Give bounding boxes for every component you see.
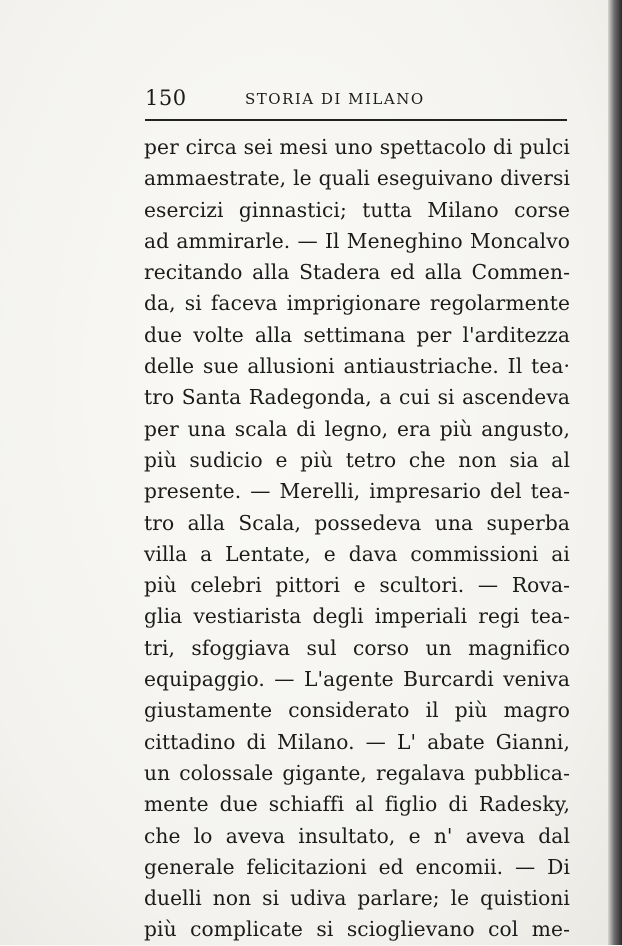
text-line: ad ammirarle. — Il Meneghino Moncalvo (144, 228, 570, 253)
page-header (145, 86, 567, 112)
text-line: per una scala di legno, era più angusto, (144, 416, 570, 441)
binding-edge (608, 0, 622, 945)
text-line: giustamente considerato il più magro (144, 698, 570, 723)
header-rule (145, 119, 567, 121)
text-line: da, si faceva imprigionare regolarmente (144, 291, 570, 316)
text-line: tro Santa Radegonda, a cui si ascendeva (144, 385, 570, 410)
page-number: 150 (145, 86, 187, 110)
text-line: tro alla Scala, possedeva una superba (144, 510, 570, 535)
text-line: mente due schiaffi al figlio di Radesky, (144, 792, 570, 817)
text-line: due volte alla settimana per l'arditezza (144, 322, 570, 347)
text-line: duelli non si udiva parlare; le quistioni (144, 886, 570, 911)
text-line: glia vestiarista degli imperiali regi tea- (144, 604, 570, 629)
text-line: esercizi ginnastici; tutta Milano corse (144, 197, 570, 222)
text-line: per circa sei mesi uno spettacolo di pulci (144, 135, 570, 159)
running-title: STORIA DI MILANO (245, 90, 425, 108)
text-line: recitando alla Stadera ed alla Commen- (144, 260, 570, 285)
text-line: tri, sfoggiava sul corso un magnifico (144, 635, 570, 660)
text-line: delle sue allusioni antiaustriache. Il tea· (144, 354, 570, 379)
text-line: ammaestrate, le quali eseguivano diversi (144, 166, 570, 191)
text-line: generale felicitazioni ed encomii. — Di (144, 854, 570, 879)
text-line: più complicate si scioglievano col me- (144, 917, 570, 942)
text-line: un colossale gigante, regalava pubblica- (144, 760, 570, 785)
text-line: che lo aveva insultato, e n' aveva dal (144, 823, 570, 848)
text-line: più celebri pittori e scultori. — Rova- (144, 573, 570, 598)
text-line: equipaggio. — L'agente Burcardi veniva (144, 667, 570, 692)
text-line: più sudicio e più tetro che non sia al (144, 447, 570, 472)
body-text (144, 132, 570, 946)
text-line: presente. — Merelli, impresario del tea- (144, 479, 570, 504)
text-line: villa a Lentate, e dava commissioni ai (144, 541, 570, 566)
text-line: cittadino di Milano. — L' abate Gianni, (144, 729, 570, 754)
